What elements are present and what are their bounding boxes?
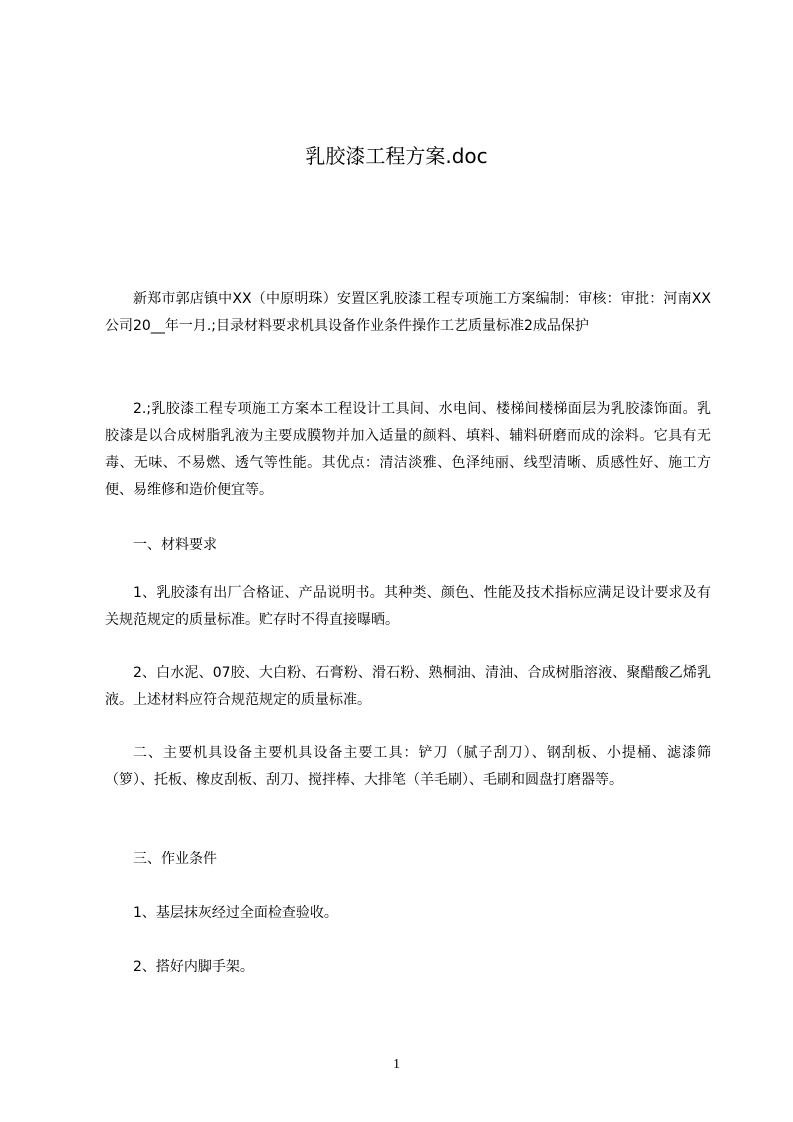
- section-heading-conditions: 三、作业条件: [133, 851, 217, 867]
- intro-paragraph: 新郑市郭店镇中XX（中原明珠）安置区乳胶漆工程专项施工方案编制：审核：审批：河南XX公司20__年一月.;目录材料要求机具设备作业条件操作工艺质量标准2成品保护: [105, 291, 711, 334]
- material-item-1: 1、乳胶漆有出厂合格证、产品说明书。其种类、颜色、性能及技术指标应满足设计要求及有关规范规定的质量标准。贮存时不得直接曝晒。: [105, 585, 711, 628]
- page-number: 1: [393, 1057, 400, 1072]
- document-title: 乳胶漆工程方案.doc: [305, 144, 488, 168]
- condition-item-1: 1、基层抹灰经过全面检查验收。: [133, 905, 338, 921]
- section-tools-paragraph: 二、主要机具设备主要机具设备主要工具：铲刀（腻子刮刀）、钢刮板、小提桶、滤漆筛（箩）、托板、橡皮刮板、刮刀、搅拌棒、大排笔（羊毛刷）、毛刷和圆盘打磨器等。: [105, 745, 711, 788]
- condition-item-2: 2、搭好内脚手架。: [133, 959, 254, 975]
- overview-paragraph: 2.;乳胶漆工程专项施工方案本工程设计工具间、水电间、楼梯间楼梯面层为乳胶漆饰面。乳胶漆是以合成树脂乳液为主要成膜物并加入适量的颜料、填料、辅料研磨而成的涂料。它具有无毒、无味、不易燃、透气等性能。其优点：清洁淡雅、色泽纯丽、线型清晰、质感性好、施工方便、易维修和造价便宜等。: [105, 401, 711, 498]
- material-item-2: 2、白水泥、07胶、大白粉、石膏粉、滑石粉、熟桐油、清油、合成树脂溶液、聚醋酸乙烯乳液。上述材料应符合规范规定的质量标准。: [105, 665, 711, 708]
- section-heading-materials: 一、材料要求: [133, 537, 217, 553]
